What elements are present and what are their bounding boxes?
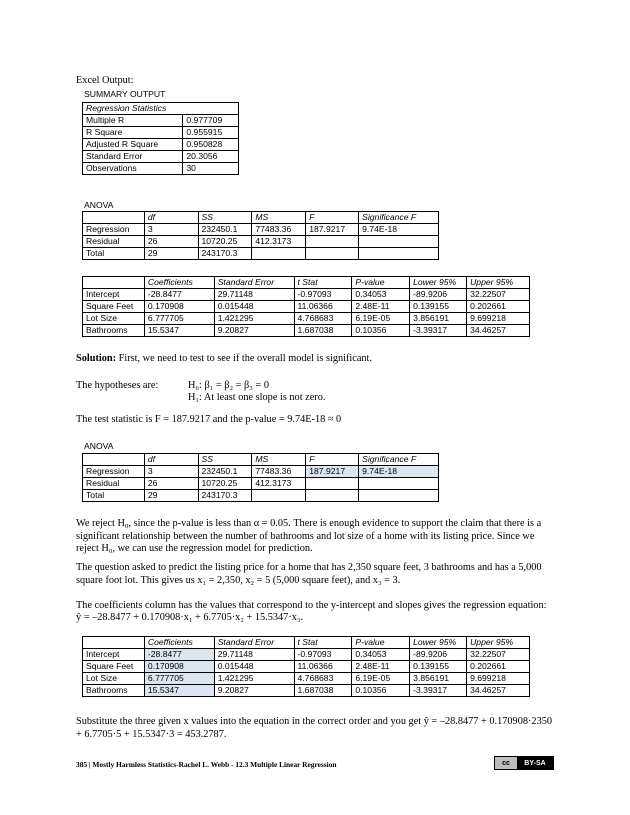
table-cell: 30 [183,163,239,175]
table-row [83,478,439,490]
table-row [83,115,239,127]
table-header-cell: Lower 95% [410,277,467,289]
table-cell: 9.20827 [214,325,294,337]
table-row [83,103,239,115]
table-cell: 11.06366 [294,301,352,313]
table-cell: 0.955915 [183,127,239,139]
table-cell: 412.3173 [252,478,306,490]
table-header-cell: MS [252,454,306,466]
summary-output-title: SUMMARY OUTPUT [84,89,166,99]
table-cell: -0.97093 [294,649,352,661]
table-cell: 6.777705 [144,313,214,325]
table-cell [359,248,439,260]
table-cell: 20.3056 [183,151,239,163]
table-cell: Lot Size [83,313,145,325]
table-cell: 10720.25 [198,478,252,490]
coefficients-table [82,276,530,337]
table-cell: Lot Size [83,673,145,685]
table-cell: -3.39317 [410,325,467,337]
table-header-cell [83,212,145,224]
table-cell: Bathrooms [83,685,145,697]
regression-equation: ŷ = –28.8477 + 0.170908·x₁ + 6.7705·x₂ + 15.5347·x₃. [76,612,304,623]
table-row [83,151,239,163]
page-footer: 385 | Mostly Harmless Statistics-Rachel L. Webb - 12.3 Multiple Linear Regression [76,760,337,769]
table-header-cell [83,277,145,289]
table-cell: 0.10356 [352,325,410,337]
table-row [83,224,439,236]
table-row [83,127,239,139]
table-cell: 77483.36 [252,224,306,236]
table-cell: 34.46257 [467,685,530,697]
table-cell: 243170.3 [198,490,252,502]
license-label: BY-SA [517,757,553,769]
regression-statistics-table [82,102,239,175]
alternative-hypothesis: H₁: At least one slope is not zero. [188,392,326,403]
table-cell [359,236,439,248]
table-cell: Observations [83,163,183,175]
table-header-cell: Coefficients [144,277,214,289]
coefficient-column-text: The coefficients column has the values that correspond to the y-intercept and slopes gives the regression equation: [76,600,547,611]
table-cell: 29 [144,490,198,502]
solution-text: First, we need to test to see if the overall model is significant. [116,353,372,364]
null-hypothesis: H₀: β₁ = β₂ = β₃ = 0 [188,380,269,391]
table-row [83,248,439,260]
question-paragraph: The question asked to predict the listing price for a home that has 2,350 square feet, 3 bathrooms and has a 5,000 square foot lot. This gives us x₁ = 2,350, x₂ = 5 (5,000 square feet), and x₃ = 3. [76,562,542,586]
anova-table [82,211,439,260]
table-cell: 1.421295 [214,313,294,325]
regression-statistics-header: Regression Statistics [83,103,239,115]
table-cell: 0.202661 [467,301,530,313]
anova-title-2: ANOVA [84,441,114,451]
table-cell: 0.015448 [214,301,294,313]
table-cell: 4.768683 [294,313,352,325]
table-cell: 0.10356 [352,685,410,697]
table-cell: 232450.1 [198,224,252,236]
table-header-cell: SS [198,454,252,466]
table-header-cell: Significance F [359,212,439,224]
table-cell: 1.687038 [294,325,352,337]
table-header-cell: t Stat [294,277,352,289]
table-cell [306,248,359,260]
table-cell: 243170.3 [198,248,252,260]
excel-output-label: Excel Output: [76,75,134,86]
table-row [83,685,530,697]
table-cell: 3.856191 [410,313,467,325]
table-cell: 0.015448 [214,661,294,673]
cc-license-badge[interactable] [494,756,554,770]
table-row [83,661,530,673]
table-row [83,163,239,175]
coefficients-table-highlighted [82,636,530,697]
table-cell: Total [83,490,145,502]
table-row [83,649,530,661]
table-cell: 3 [144,466,198,478]
table-cell: R Square [83,127,183,139]
table-row [83,466,439,478]
table-cell: 412.3173 [252,236,306,248]
table-cell [252,248,306,260]
table-cell: 3.856191 [410,673,467,685]
reject-paragraph: We reject H₀, since the p-value is less than α = 0.05. There is enough evidence to support the claim that there is a significant relationship between the number of bathrooms and lot size of a home with its listing price. Since we reject H₀, we can use the regression model for prediction. [76,518,542,555]
table-cell: -89.9206 [410,649,467,661]
anova-title: ANOVA [84,200,114,210]
table-cell: 29 [144,248,198,260]
test-statistic-text: The test statistic is F = 187.9217 and the p-value = 9.74E-18 ≈ 0 [76,414,342,425]
table-header-cell: Upper 95% [467,277,530,289]
table-cell: 0.34053 [352,649,410,661]
table-cell: 32.22507 [467,289,530,301]
table-cell: 10720.25 [198,236,252,248]
table-cell: 29.71148 [214,289,294,301]
table-cell: Intercept [83,649,145,661]
table-row [83,289,530,301]
highlighted-coefficient: -28.8477 [144,649,214,661]
table-cell [306,236,359,248]
table-header-cell: Lower 95% [410,637,467,649]
table-row [83,301,530,313]
table-cell: 0.202661 [467,661,530,673]
table-cell: 2.48E-11 [352,661,410,673]
table-cell: 32.22507 [467,649,530,661]
table-header-cell: t Stat [294,637,352,649]
table-cell: Standard Error [83,151,183,163]
table-row [83,236,439,248]
table-cell: Intercept [83,289,145,301]
table-header-cell: P-value [352,637,410,649]
table-cell: 3 [144,224,198,236]
table-header-cell: F [306,454,359,466]
table-header-cell [83,637,145,649]
table-cell: 0.139155 [410,661,467,673]
table-header-cell: P-value [352,277,410,289]
cc-icon: cc [495,757,517,769]
table-row [83,139,239,151]
table-cell: 6.19E-05 [352,673,410,685]
table-cell: Square Feet [83,301,145,313]
table-row [83,325,530,337]
table-cell [252,490,306,502]
table-cell: 26 [144,478,198,490]
table-cell: -0.97093 [294,289,352,301]
table-cell [359,478,439,490]
table-cell: 0.977709 [183,115,239,127]
table-row [83,454,439,466]
table-cell [306,478,359,490]
table-cell: Residual [83,236,145,248]
table-row [83,313,530,325]
table-cell: -3.39317 [410,685,467,697]
hypotheses-label: The hypotheses are: [76,380,159,391]
highlighted-coefficient: 6.777705 [144,673,214,685]
table-header-cell: F [306,212,359,224]
table-header-cell: Standard Error [214,637,294,649]
table-cell: 187.9217 [306,224,359,236]
anova-table-highlighted [82,453,439,502]
table-cell: 9.74E-18 [359,224,439,236]
highlighted-coefficient: 0.170908 [144,661,214,673]
highlighted-significance-f: 9.74E-18 [359,466,439,478]
table-cell: Square Feet [83,661,145,673]
table-header-cell [83,454,145,466]
table-cell: Adjusted R Square [83,139,183,151]
table-row [83,637,530,649]
table-header-cell: Coefficients [144,637,214,649]
table-cell: 2.48E-11 [352,301,410,313]
table-header-cell: df [144,212,198,224]
table-cell: 9.699218 [467,313,530,325]
table-cell: 77483.36 [252,466,306,478]
table-cell: 1.687038 [294,685,352,697]
table-header-cell: SS [198,212,252,224]
substitute-paragraph: Substitute the three given x values into the equation in the correct order and you get ŷ = –28.8477 + 0.170908·2350 + 6.7705·5 + 15.5347·3 = 453.2787. [76,716,553,740]
table-cell: Multiple R [83,115,183,127]
table-cell: 232450.1 [198,466,252,478]
table-row [83,673,530,685]
table-cell: 15.5347 [144,325,214,337]
highlighted-f-value: 187.9217 [306,466,359,478]
table-cell: 1.421295 [214,673,294,685]
solution-paragraph [76,353,556,366]
table-cell: Regression [83,224,145,236]
table-cell: 0.34053 [352,289,410,301]
table-cell: 29.71148 [214,649,294,661]
table-cell: Regression [83,466,145,478]
table-cell: 6.19E-05 [352,313,410,325]
table-cell: 34.46257 [467,325,530,337]
table-row [83,277,530,289]
table-cell: 9.699218 [467,673,530,685]
table-cell: 0.950828 [183,139,239,151]
highlighted-coefficient: 15.5347 [144,685,214,697]
table-header-cell: MS [252,212,306,224]
table-header-cell: Standard Error [214,277,294,289]
table-header-cell: Significance F [359,454,439,466]
table-cell: 0.170908 [144,301,214,313]
solution-label: Solution: [76,353,117,364]
table-cell: -28.8477 [144,289,214,301]
table-cell: 4.768683 [294,673,352,685]
table-cell [359,490,439,502]
table-header-cell: Upper 95% [467,637,530,649]
table-cell: 0.139155 [410,301,467,313]
table-cell: -89.9206 [410,289,467,301]
table-cell: 11.06366 [294,661,352,673]
table-row [83,212,439,224]
table-cell: 26 [144,236,198,248]
table-cell [306,490,359,502]
table-row [83,490,439,502]
table-cell: Total [83,248,145,260]
table-cell: Bathrooms [83,325,145,337]
table-cell: 9.20827 [214,685,294,697]
table-header-cell: df [144,454,198,466]
table-cell: Residual [83,478,145,490]
